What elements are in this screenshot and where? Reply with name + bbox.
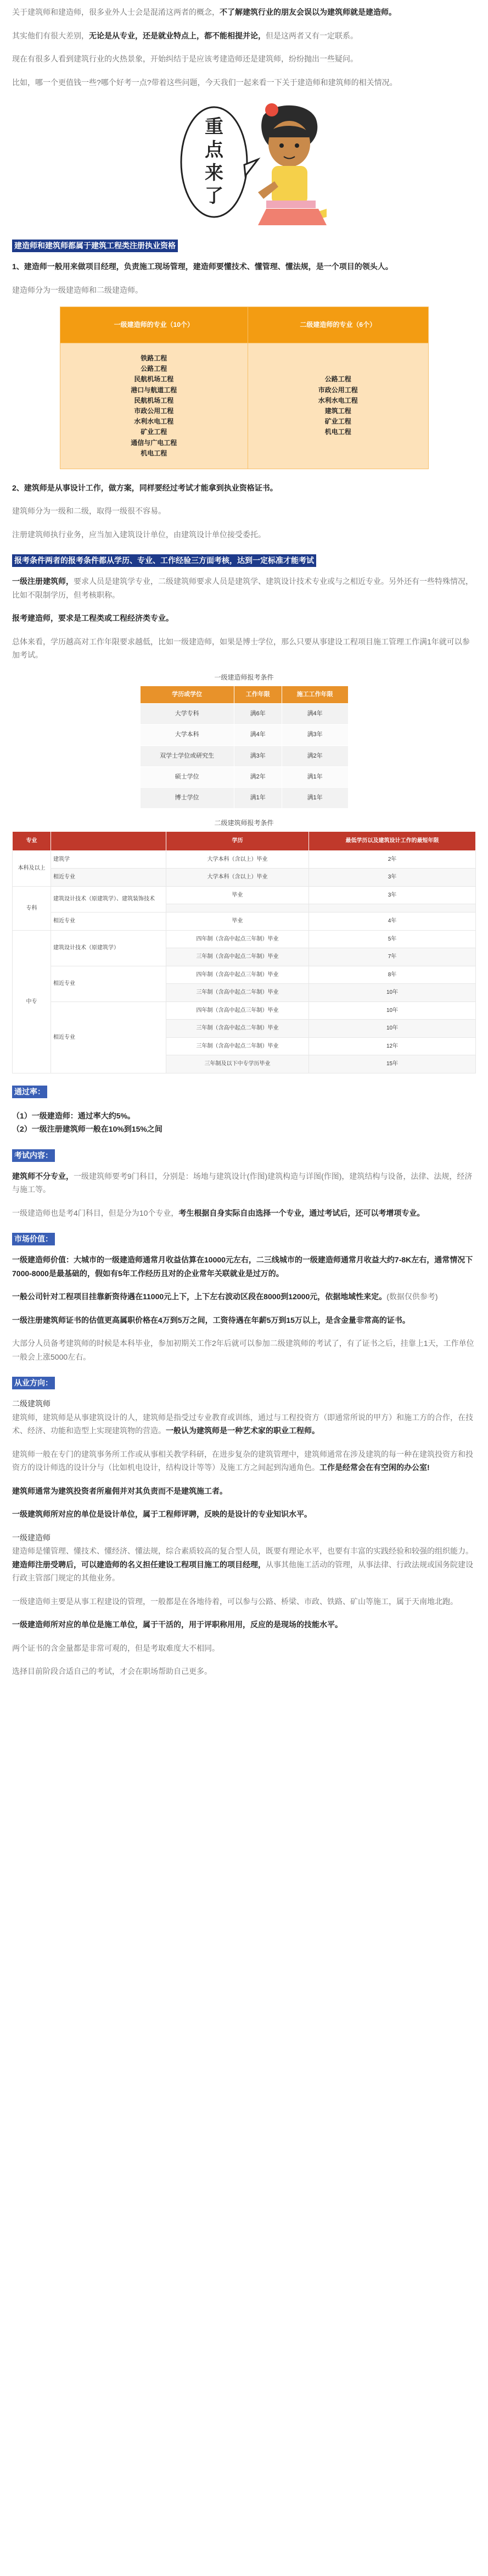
intro-paragraph-4: 比如，哪一个更值钱一些?哪个好考一点?带着这些问题，今天我们一起来看一下关于建造师和建筑师的相关情况。	[12, 77, 397, 87]
intro-paragraph-2	[12, 29, 476, 43]
section6-subheading-1: 二级建筑师	[12, 1399, 51, 1409]
table-cell: 3年	[309, 869, 476, 887]
section6-subheading-2: 一级建造师	[12, 1533, 51, 1542]
specialty-item: 机电工程	[324, 428, 351, 436]
intro-p2-bold: 无论是从专业，还是就业特点上，都不能相提并论，	[89, 31, 266, 40]
table-cell: 四年制（含高中起点三年制）毕业	[166, 966, 309, 984]
section1-point1: 1、建造师一般用来做项目经理，负责施工现场管理，建造师要懂技术、懂管理、懂法规，是一个项目的领头人。	[12, 262, 393, 271]
table-cell: 2年	[309, 850, 476, 869]
section5-p2-bold: 一般公司针对工程项目挂靠新资待遇在11000元上下，上下左右波动区段在8000到12000元，依据地域性来定。	[12, 1292, 387, 1301]
edu-level-cell: 本科及以上	[13, 850, 51, 886]
table-row	[140, 725, 348, 745]
specialty-item: 民航机场工程	[134, 375, 174, 383]
table-cell: 建筑设计技术（原建筑学）、建筑装饰技术	[51, 886, 166, 913]
table-cell: 相近专业	[51, 869, 166, 887]
section6-paragraph-8: 两个证书的含金量都是非常可观的，但是考取难度大不相同。	[12, 1643, 220, 1653]
section2-paragraph-3: 总体来看，学历越高对工作年限要求越低，比如一级建造师，如果是博士学位，那么只要从事建设工程项目施工管理工作满1年就可以参加考试。	[12, 637, 470, 660]
table-cell: 相近专业	[51, 966, 166, 1002]
table-cell: 博士学位	[140, 788, 234, 809]
table-cell: 满3年	[282, 725, 348, 745]
table-cell: 满4年	[234, 725, 282, 745]
table3-header-empty	[51, 832, 166, 851]
section6-p2-bold: 工作是经常会在有空闲的办公室!	[319, 1463, 430, 1472]
edu-level-cell: 专科	[13, 886, 51, 930]
section6-p1-text: 建筑师，建筑师是从事建筑设计的人，建筑师是指受过专业教育或训练，通过与工程投资方（即通常所说的甲方）和施工方的合作，在技术、经济、功能和造型上实现建筑物的营造。	[12, 1412, 473, 1436]
table3-header: 学历	[166, 832, 309, 851]
table-row	[140, 745, 348, 766]
girl-figure	[258, 103, 327, 225]
table-cell: 10年	[309, 1020, 476, 1038]
table1-header-left: 一级建造师的专业（10个）	[60, 307, 248, 343]
table-row	[140, 766, 348, 787]
specialty-item: 机电工程	[141, 449, 167, 457]
section4-paragraph-1	[12, 1170, 476, 1197]
intro-p1-bold: 不了解建筑行业的朋友会误以为建筑师就是建造师。	[220, 8, 396, 16]
section5-paragraph-1: 一级建造师价值：大城市的一级建造师通常月收益估算在10000元左右，二三线城市的一级建造师通常月收益大约7-8K左右，通常情况下7000-8000是最基础的，假如有5年工作经历且对的企业常年关联就业是过万的。	[12, 1255, 473, 1278]
pass-rate-item: （2）一级注册建筑师一般在10%到15%之间	[12, 1125, 162, 1134]
table-cell: 大学本科	[140, 725, 234, 745]
table3-header: 最低学历以及建筑设计工作的最短年限	[309, 832, 476, 851]
table-cell: 相近专业	[51, 1002, 166, 1073]
table-cell: 3年	[309, 886, 476, 904]
table-cell: 10年	[309, 1002, 476, 1020]
section6-paragraph-9: 选择目前阶段合适自己的考试，才会在职场帮助自己更多。	[12, 1667, 212, 1676]
section4-paragraph-2	[12, 1206, 476, 1220]
table-cell: 四年制（含高中起点三年制）毕业	[166, 1002, 309, 1020]
section4-p1-bold: 建筑师不分专业，	[12, 1171, 74, 1181]
specialty-item: 民航机场工程	[134, 396, 174, 404]
table3-caption: 二级建筑师报考条件	[214, 819, 274, 827]
section6-paragraph-3: 建筑师通常为建筑投资者所雇佣并对其负责而不是建筑施工者。	[12, 1486, 227, 1495]
table-cell: 满1年	[282, 788, 348, 809]
section4-p2-bold: 考生根据自身实际自由选择一个专业，通过考试后，还可以考增项专业。	[178, 1208, 425, 1217]
specialty-item: 公路工程	[141, 365, 167, 373]
pass-rate-item: （1）一级建造师：通过率大约5%。	[12, 1111, 136, 1120]
table1-left-cell	[60, 343, 248, 469]
table-cell: 满3年	[234, 745, 282, 766]
specialty-item: 市政公用工程	[318, 386, 358, 394]
illustration-char-3: 来	[204, 162, 223, 184]
table-row	[13, 886, 476, 904]
constructor-specialty-table	[60, 307, 429, 469]
specialty-item: 矿业工程	[141, 428, 167, 436]
table-cell: 满2年	[234, 766, 282, 787]
table-cell: 8年	[309, 966, 476, 984]
section2-p1-text: 要求人员是建筑学专业，二级建筑师要求人员是建筑学、建筑设计技术专业或与之相近专业。另外还有一些特殊情况，比如不限制学历，但考核职称。	[12, 577, 473, 599]
specialty-item: 通信与广电工程	[131, 438, 177, 447]
section1-point2: 2、建筑师是从事设计工作，做方案，同样要经过考试才能拿到执业资格证书。	[12, 483, 278, 492]
pass-rate-list	[12, 1109, 476, 1136]
intro-p2-tail: 但是这两者又有一定联系。	[266, 31, 358, 40]
table-cell: 满1年	[282, 766, 348, 787]
section6-p5-text: 建造师是懂管理、懂技术、懂经济、懂法规，综合素质较高的复合型人员，既要有理论水平，也要有丰富的实践经验和较强的组织能力。	[12, 1546, 473, 1556]
table-cell: 建筑设计技术（原建筑学）	[51, 930, 166, 966]
section5-heading: 市场价值：	[12, 1233, 55, 1245]
section2-heading: 报考条件两者的报考条件都从学历、专业、工作经验三方面考核，达到一定标准才能考试	[12, 554, 316, 567]
table-cell: 7年	[309, 948, 476, 966]
section4-heading: 考试内容：	[12, 1149, 55, 1162]
table-cell: 建筑学	[51, 850, 166, 869]
table-cell: 三年制（含高中起点二年制）毕业	[166, 1037, 309, 1055]
table-cell	[309, 904, 476, 913]
table-cell: 相近专业	[51, 913, 166, 931]
table2-header: 施工工作年限	[282, 686, 348, 703]
table-cell: 硕士学位	[140, 766, 234, 787]
section2-p1-bold: 一级注册建筑师，	[12, 577, 74, 586]
table-cell: 满1年	[234, 788, 282, 809]
table-cell: 三年制（含高中起点二年制）毕业	[166, 948, 309, 966]
section6-p1-bold: 一般认为建筑师是一种艺术家的职业工程师。	[166, 1426, 319, 1436]
section5-paragraph-2	[12, 1290, 476, 1304]
section1-point2-text1: 建筑师分为一级和二级，取得一级很不容易。	[12, 507, 166, 516]
table2-header: 学历或学位	[140, 686, 234, 703]
section6-paragraph-1	[12, 1411, 476, 1438]
illustration-char-1: 重	[204, 116, 223, 138]
table3-header: 专业	[13, 832, 51, 851]
specialty-item: 铁路工程	[141, 354, 167, 362]
table-cell: 满2年	[282, 745, 348, 766]
table-cell: 满6年	[234, 704, 282, 725]
specialty-item: 港口与航道工程	[131, 386, 177, 394]
table1-right-cell	[248, 343, 428, 469]
section4-p1-text: 一级建筑师要考9门科目，分别是：场地与建筑设计(作图)建筑构造与详图(作图)，建筑结构与设备，法律、法规，经济与施工等。	[12, 1171, 473, 1194]
table-cell: 三年制（含高中起点二年制）毕业	[166, 984, 309, 1002]
section6-paragraph-2	[12, 1448, 476, 1475]
section1-point1-text: 建造师分为一级建造师和二级建造师。	[12, 285, 143, 294]
table-row	[13, 913, 476, 931]
section2-paragraph-2: 报考建造师，要求是工程类或工程经济类专业。	[12, 614, 173, 623]
table-row	[13, 850, 476, 869]
table-cell: 10年	[309, 984, 476, 1002]
table-cell: 四年制（含高中起点三年制）毕业	[166, 930, 309, 948]
illustration-char-2: 点	[204, 139, 223, 161]
second-class-architect-conditions-table	[12, 831, 476, 1073]
intro-paragraph-3: 现在有很多人看到建筑行业的火热景象，开始纠结于是应该考建造师还是建筑师，纷纷抛出一些疑问。	[12, 54, 358, 63]
edu-level-cell: 中专	[13, 930, 51, 1073]
table-row	[13, 930, 476, 948]
table-cell: 5年	[309, 930, 476, 948]
specialty-item: 市政公用工程	[134, 407, 174, 415]
table-cell: 毕业	[166, 913, 309, 931]
table-cell	[166, 904, 309, 913]
table2-caption: 一级建造师报考条件	[214, 673, 274, 681]
table-cell: 15年	[309, 1055, 476, 1073]
table1-header-right: 二级建造师的专业（6个）	[248, 307, 428, 343]
table-cell: 大学本科（含以上）毕业	[166, 850, 309, 869]
section6-paragraph-4: 一级建筑师所对应的单位是设计单位，属于工程师评聘，反映的是设计的专业知识水平。	[12, 1510, 312, 1519]
section6-p2-text: 建筑师一般在专门的建筑事务所工作或从事相关教学科研，在进步复杂的建筑管理中，建筑师通常在涉及建筑的每一种在建筑投资方和投资方的设计师选的设计分与（比如机电设计，结构设计等等）及施工方之间起到沟通角色。	[12, 1449, 473, 1472]
first-class-constructor-conditions-table	[140, 686, 349, 809]
intro-paragraph-1	[12, 5, 476, 19]
specialty-item: 矿业工程	[324, 418, 351, 426]
table-row	[140, 788, 348, 809]
section2-paragraph-1	[12, 575, 476, 602]
section6-p5-bold: 建造师注册受聘后，可以建造师的名义担任建设工程项目施工的项目经理，	[12, 1560, 266, 1569]
section5-paragraph-3: 一级注册建筑师证书的估值更高属职价格在4万到5万之间，工资待遇在年薪5万到15万以上，是含金量非常高的证书。	[12, 1315, 410, 1325]
illustration-char-4: 了	[204, 185, 223, 207]
section1-point2-text2: 注册建筑师执行业务，应当加入建筑设计单位，由建筑设计单位接受委托。	[12, 530, 266, 539]
specialty-item: 建筑工程	[324, 407, 351, 415]
section6-paragraph-6: 一级建造师主要是从事工程建设的管理，一般都是在各地待着，可以参与公路、桥梁、市政、铁路、矿山等施工，属于天南地北跑。	[12, 1596, 458, 1606]
table-cell: 4年	[309, 913, 476, 931]
section6-paragraph-5	[12, 1544, 476, 1585]
specialty-item: 公路工程	[324, 375, 351, 383]
table-row	[140, 704, 348, 725]
table-cell: 双学士学位或研究生	[140, 745, 234, 766]
specialty-item: 水利水电工程	[134, 418, 174, 426]
table-row	[13, 1002, 476, 1020]
section3-heading: 通过率：	[12, 1086, 47, 1098]
section6-paragraph-7: 一级建造师所对应的单位是施工单位，属于干活的，用于评职称用用，反应的是现场的技能水平。	[12, 1620, 343, 1629]
table-cell: 大学本科（含以上）毕业	[166, 869, 309, 887]
table-row	[13, 869, 476, 887]
table-cell: 大学专科	[140, 704, 234, 725]
key-point-illustration	[162, 99, 327, 225]
section5-p2-text: (数据仅供参考)	[386, 1292, 438, 1301]
section5-paragraph-4: 大部分人员备考建筑师的时候是本科毕业，参加初期关工作2年后就可以参加二级建筑师的考试了，有了证书之后，挂靠上1天，工作单位一般会上涨5000左右。	[12, 1339, 474, 1361]
table-row	[13, 966, 476, 984]
table2-header: 工作年限	[234, 686, 282, 703]
section1-heading: 建造师和建筑师都属于建筑工程类注册执业资格	[12, 240, 178, 252]
table-cell: 满4年	[282, 704, 348, 725]
intro-p2-text: 其实他们有很大差别，	[12, 31, 89, 40]
specialty-item: 水利水电工程	[318, 396, 358, 404]
intro-p1-text: 关于建筑师和建造师，很多业外人士会是混淆这两者的概念，	[12, 8, 220, 16]
table-cell: 毕业	[166, 886, 309, 904]
section6-heading: 从业方向：	[12, 1377, 55, 1389]
table-cell: 12年	[309, 1037, 476, 1055]
table-cell: 三年制（含高中起点二年制）毕业	[166, 1020, 309, 1038]
section4-p2-text: 一级建造师也是考4门科目，但是分为10个专业，	[12, 1208, 179, 1217]
section6-p5-tail: 从事其他施工活动的管理，从事法律、行政法规或国务院建设行政主管部门规定的其他业务。	[12, 1560, 473, 1583]
table-cell: 三年制及以下中专学历毕业	[166, 1055, 309, 1073]
